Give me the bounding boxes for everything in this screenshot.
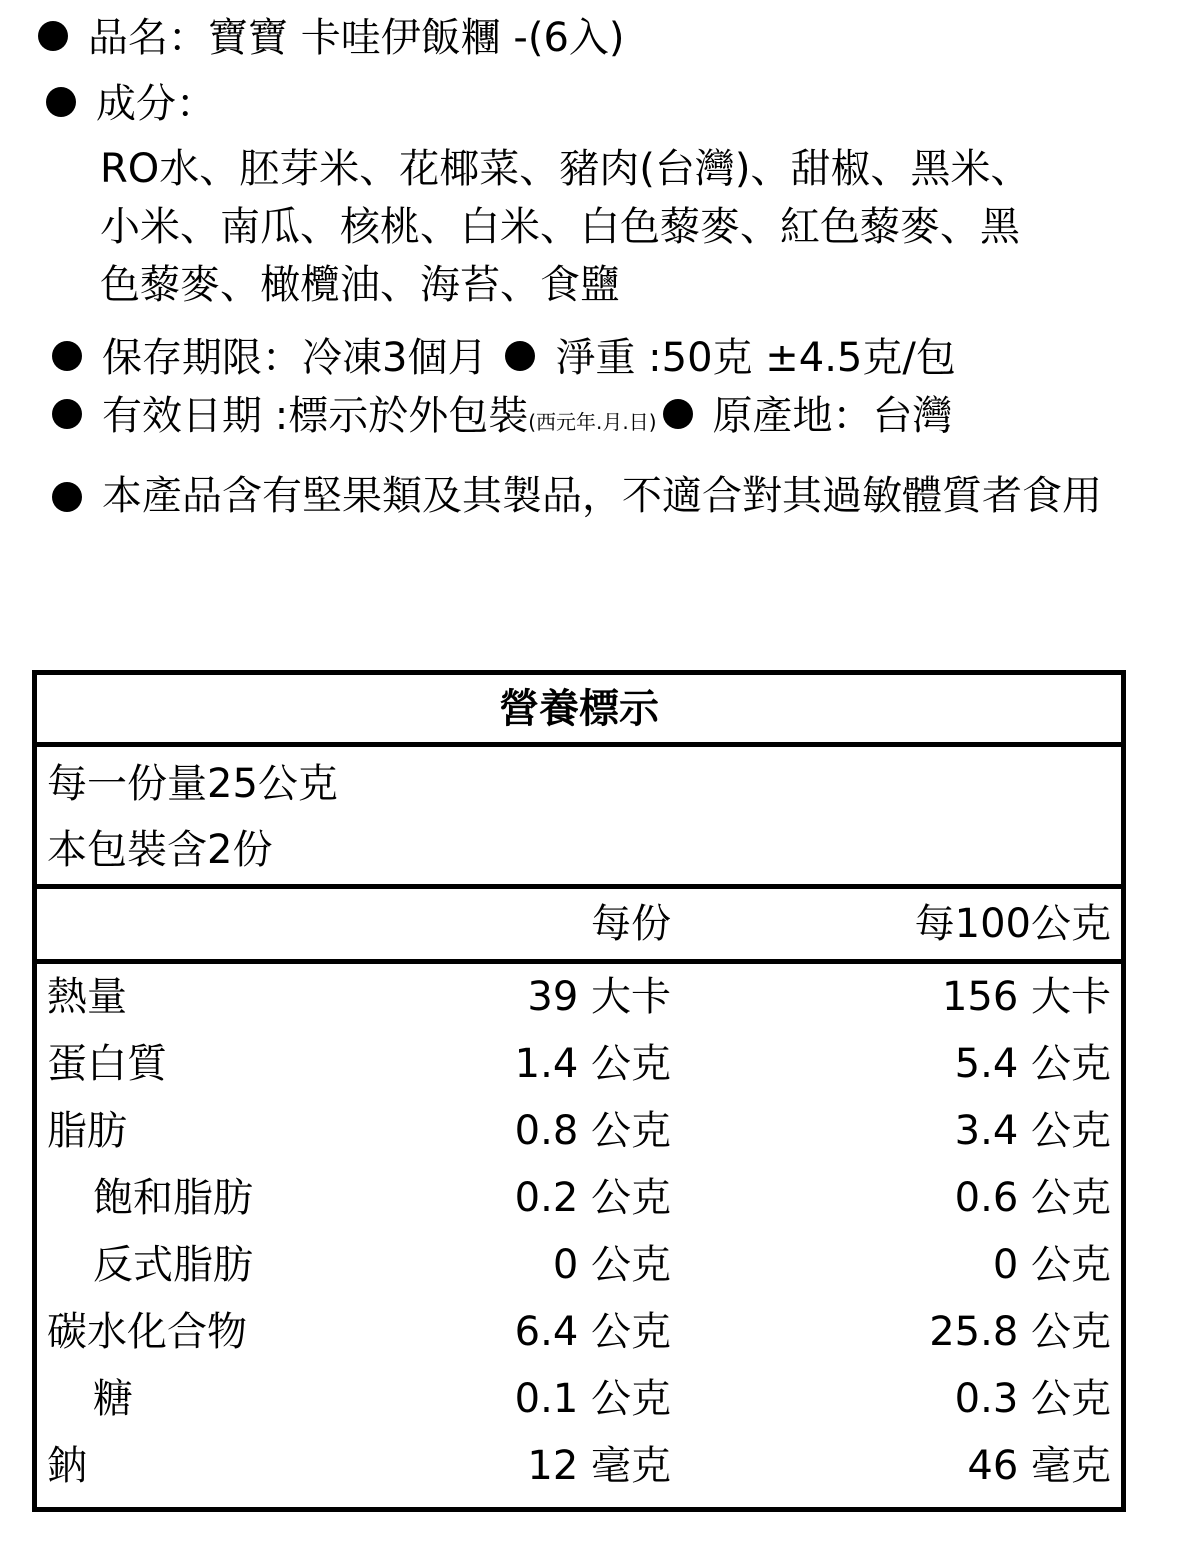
ingredients-label: 成分： [96,81,216,127]
nutrition-row [37,1433,1121,1500]
nutrition-title: 營養標示 [37,675,1121,747]
nutrition-table [32,670,1126,1512]
bullet-icon [46,87,76,117]
nutrient-per-serving: 0.1 公克 [514,1376,671,1422]
shelf-life: 保存期限：冷凍3個月 [102,335,488,381]
nutrient-per-serving: 0.2 公克 [514,1175,671,1221]
nutrient-per-serving: 0 公克 [552,1242,671,1288]
bullet-icon [663,399,693,429]
bullet-icon [52,399,82,429]
shelf-weight-line [52,334,956,382]
expiry-origin-line [52,392,953,446]
nutrient-name: 飽和脂肪 [93,1175,253,1221]
nutrition-row [37,1299,1121,1366]
bullet-icon [52,482,82,512]
product-name: 品名：寶寶 卡哇伊飯糰 -(6入) [88,15,625,61]
nutrition-row [37,1098,1121,1165]
expiry-date: 有效日期 :標示於外包裝 [102,393,529,439]
product-name-line [38,14,625,62]
nutrient-name: 糖 [93,1376,133,1422]
nutrient-per-100g: 0.3 公克 [954,1376,1111,1422]
allergen-warning: 本產品含有堅果類及其製品，不適合對其過敏體質者食用 [102,473,1102,519]
bullet-icon [52,341,82,371]
ingredients-line: 色藜麥、橄欖油、海苔、食鹽 [100,262,620,308]
nutrient-per-100g: 156 大卡 [941,974,1111,1020]
nutrient-name: 碳水化合物 [47,1309,247,1355]
nutrition-row [37,1031,1121,1098]
nutrition-row [37,1366,1121,1433]
nutrient-name: 熱量 [47,974,127,1020]
nutrient-name: 蛋白質 [47,1041,167,1087]
col-per-serving-header: 每份 [591,901,671,947]
nutrient-name: 鈉 [47,1443,87,1489]
nutrient-per-serving: 1.4 公克 [514,1041,671,1087]
ingredients-line: 小米、南瓜、核桃、白米、白色藜麥、紅色藜麥、黑 [100,204,1020,250]
allergen-line [52,470,1172,522]
ingredients-list [100,140,1170,314]
serving-info [37,747,1121,889]
nutrient-per-serving: 39 大卡 [527,974,671,1020]
nutrition-rows [37,964,1121,1500]
nutrient-per-serving: 12 毫克 [527,1443,671,1489]
net-weight: 淨重 :50克 ±4.5克/包 [555,335,956,381]
ingredients-line: RO水、胚芽米、花椰菜、豬肉(台灣)、甜椒、黑米、 [100,146,1031,192]
nutrition-row [37,964,1121,1031]
nutrient-per-100g: 25.8 公克 [929,1309,1111,1355]
nutrient-per-100g: 3.4 公克 [954,1108,1111,1154]
origin: 原產地：台灣 [712,393,953,439]
col-per-100g-header: 每100公克 [914,901,1111,947]
bullet-icon [505,341,535,371]
nutrition-row [37,1165,1121,1232]
nutrition-column-header [37,889,1121,964]
nutrient-per-100g: 46 毫克 [967,1443,1111,1489]
servings-per-pack: 本包裝含2份 [47,827,273,873]
nutrient-per-serving: 0.8 公克 [514,1108,671,1154]
bullet-icon [38,21,68,51]
nutrient-per-100g: 0 公克 [992,1242,1111,1288]
nutrient-per-100g: 5.4 公克 [954,1041,1111,1087]
expiry-format-note: (西元年.月.日) [528,410,657,434]
nutrient-name: 脂肪 [47,1108,127,1154]
serving-size: 每一份量25公克 [47,761,338,807]
nutrient-name: 反式脂肪 [93,1242,253,1288]
nutrient-per-serving: 6.4 公克 [514,1309,671,1355]
nutrient-per-100g: 0.6 公克 [954,1175,1111,1221]
nutrition-row [37,1232,1121,1299]
ingredients-heading [46,80,216,128]
